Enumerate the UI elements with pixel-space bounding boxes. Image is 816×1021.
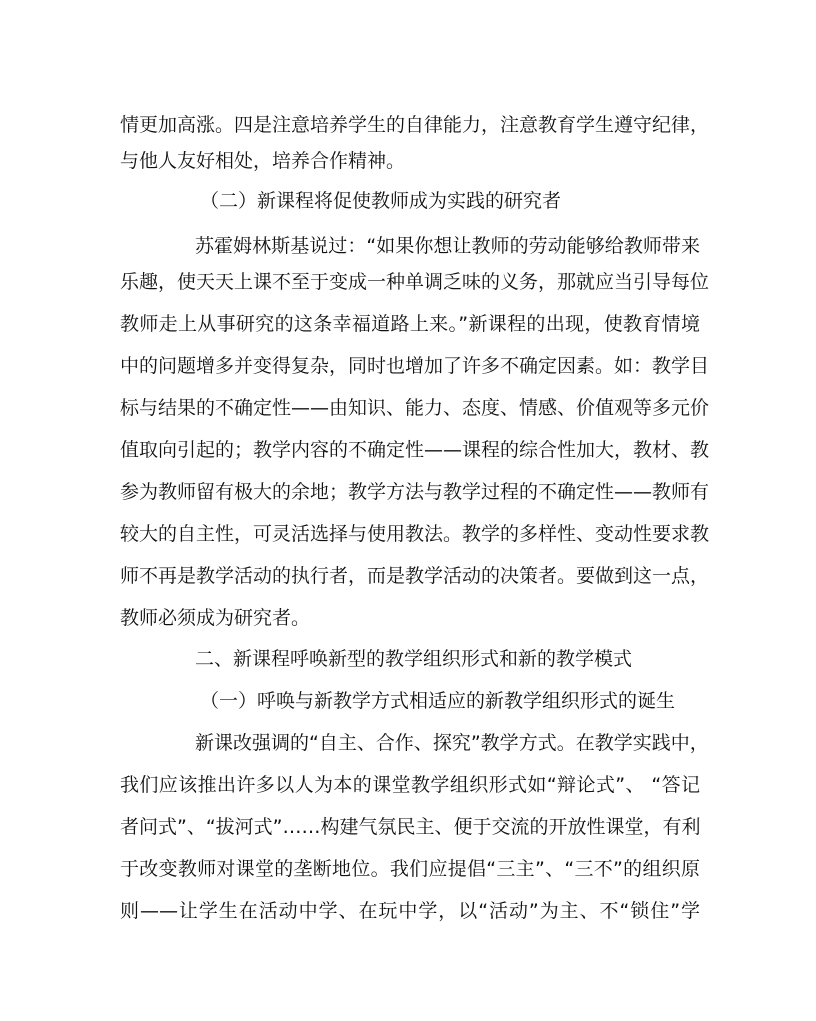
text-line: 苏霍姆林斯基说过：“如果你想让教师的劳动能够给教师带来 — [195, 235, 700, 257]
text-line: 则——让学生在活动中学、在玩中学，以“活动”为主、不“锁住”学 — [120, 900, 700, 922]
text-line: 乐趣，使天天上课不至于变成一种单调乏味的义务，那就应当引导每位 — [120, 271, 710, 293]
text-line: 值取向引起的；教学内容的不确定性——课程的综合性加大，教材、教 — [120, 439, 710, 461]
text-line: 师不再是教学活动的执行者，而是教学活动的决策者。要做到这一点， — [120, 565, 710, 587]
text-line: 者问式”、“拔河式”……构建气氛民主、便于交流的开放性课堂，有利 — [120, 816, 701, 838]
text-line: 情更加高涨。四是注意培养学生的自律能力，注意教育学生遵守纪律， — [120, 114, 710, 136]
text-line: 我们应该推出许多以人为本的课堂教学组织形式如“辩论式”、 “答记 — [120, 774, 700, 796]
text-line: 较大的自主性，可灵活选择与使用教法。教学的多样性、变动性要求教 — [120, 523, 710, 545]
text-line: 标与结果的不确定性——由知识、能力、态度、情感、价值观等多元价 — [120, 397, 710, 419]
subsection-heading: （一）呼唤与新教学方式相适应的新教学组织形式的诞生 — [200, 690, 676, 712]
text-line: 参为教师留有极大的余地；教学方法与教学过程的不确定性——教师有 — [120, 481, 710, 503]
section-heading: 二、新课程呼唤新型的教学组织形式和新的教学模式 — [195, 648, 633, 670]
text-line: 教师必须成为研究者。 — [120, 607, 311, 629]
text-line: 于改变教师对课堂的垄断地位。我们应提倡“三主”、“三不”的组织原 — [120, 858, 700, 880]
section-heading: （二）新课程将促使教师成为实践的研究者 — [200, 190, 562, 212]
text-line: 与他人友好相处，培养合作精神。 — [120, 150, 406, 172]
text-line: 教师走上从事研究的这条幸福道路上来。”新课程的出现，使教育情境 — [120, 313, 700, 335]
text-line: 中的问题增多并变得复杂，同时也增加了许多不确定因素。如：教学目 — [120, 355, 710, 377]
text-line: 新课改强调的“自主、合作、探究”教学方式。在教学实践中， — [195, 732, 709, 754]
